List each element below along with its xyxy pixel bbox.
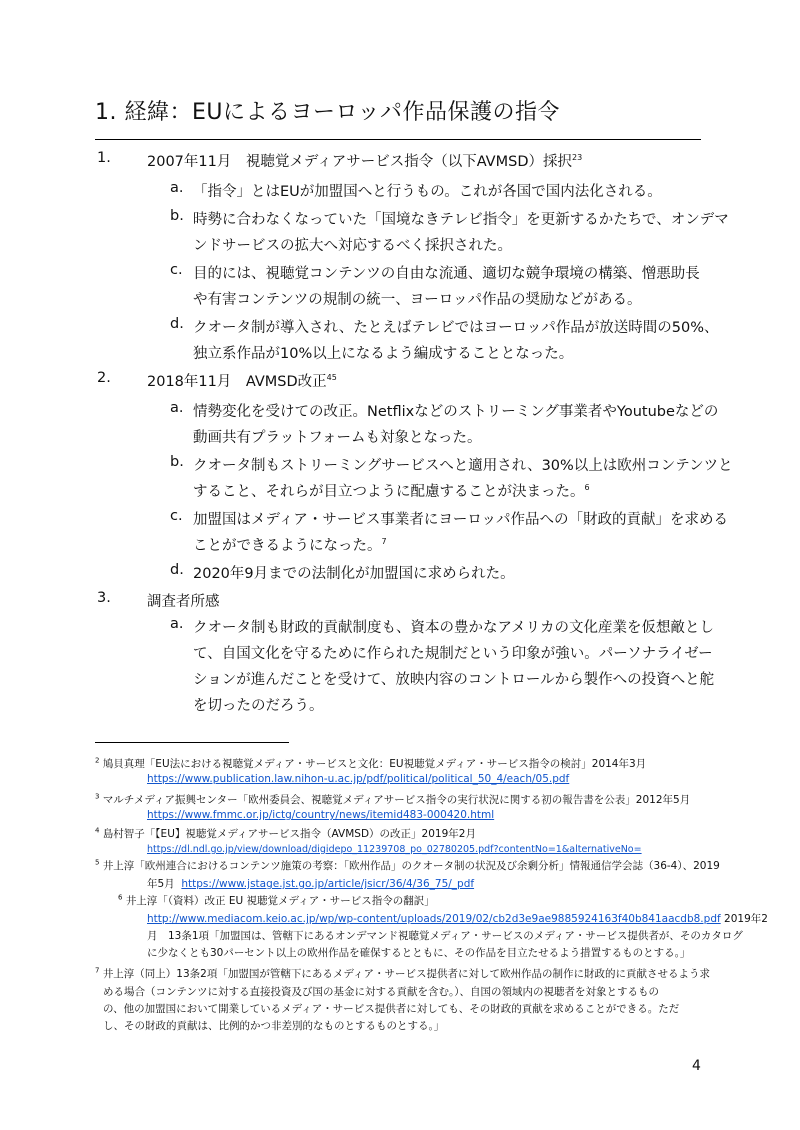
item-text: を切ったのだろう。: [193, 698, 324, 714]
title-divider: [95, 139, 701, 140]
page-number: 4: [692, 1058, 701, 1074]
item-text: クオータ制が導入され、たとえばテレビではヨーロッパ作品が放送時間の50%、: [193, 320, 719, 336]
item-text: すること、それらが目立つように配慮することが決まった。$^6$: [193, 483, 590, 500]
item-letter: d.: [170, 562, 184, 578]
item-text: ことができるようになった。$^7$: [193, 537, 387, 554]
item-letter: a.: [170, 400, 184, 416]
footnote-5: $^5$ 井上淳「欧州連合におけるコンテンツ施策の考察：「欧州作品」のクオータ制の状況及び余剰分析」情報通信学会誌（36-4）、2019: [95, 858, 720, 872]
item-letter: d.: [170, 316, 184, 332]
section-heading: 調査者所感: [147, 594, 220, 610]
footnote-link[interactable]: https://www.publication.law.nihon-u.ac.jp/pdf/political/political_50_4/each/05.pdf: [147, 773, 570, 785]
item-text: 2020年9月までの法制化が加盟国に求められた。: [193, 566, 515, 582]
item-text: 時勢に合わなくなっていた「国境なきテレビ指令」を更新するかたちで、オンデマ: [193, 212, 729, 228]
item-letter: b.: [170, 208, 184, 224]
footnote-link[interactable]: https://www.fmmc.or.jp/ictg/country/news/itemid483-000420.html: [147, 809, 495, 821]
footnote-3: $^3$ マルチメディア振興センター「欧州委員会、視聴覚メディアサービス指令の実行状況に関する初の報告書を公表」2012年5月: [95, 792, 691, 806]
section-number: 2.: [97, 370, 111, 386]
item-letter: c.: [170, 508, 183, 524]
section-heading: 2007年11月 視聴覚メディアサービス指令（以下AVMSD）採択$^{23}$: [147, 153, 583, 170]
footnote-7: $^7$ 井上淳（同上）13条2項「加盟国が管轄下にあるメディア・サービス提供者に対して欧州作品の制作に財政的に貢献させるよう求: [95, 966, 711, 980]
footnote-4: $^4$ 島村智子「【EU】視聴覚メディアサービス指令（AVMSD）の改正」2019年2月: [95, 826, 476, 840]
item-text: 独立系作品が10%以上になるよう編成することとなった。: [193, 346, 574, 362]
footnote-6: $^6$ 井上淳「（資料）改正 EU 視聴覚メディア・サービス指令の翻訳」: [118, 893, 435, 907]
item-text: 「指令」とはEUが加盟国へと行うもの。これが各国で国内法化される。: [193, 184, 662, 200]
item-text: ションが進んだことを受けて、放映内容のコントロールから製作への投資へと舵: [193, 672, 715, 688]
item-text: クオータ制も財政的貢献制度も、資本の豊かなアメリカの文化産業を仮想敵とし: [193, 620, 714, 636]
item-text: や有害コンテンツの規制の統一、ヨーロッパ作品の奨励などがある。: [193, 292, 642, 308]
section-number: 1.: [97, 150, 111, 166]
footnote-divider: [95, 742, 289, 743]
footnote-ref[interactable]: 7: [381, 537, 387, 547]
footnote-link[interactable]: https://dl.ndl.go.jp/view/download/digidepo_11239708_po_02780205.pdf?contentNo=1&alternativeNo=: [147, 844, 642, 855]
footnote-link[interactable]: http://www.mediacom.keio.ac.jp/wp/wp-content/uploads/2019/02/cb2d3e9ae9885924163f40b841aacdb8.pdf: [147, 913, 721, 925]
item-text: 加盟国はメディア・サービス事業者にヨーロッパ作品への「財政的貢献」を求める: [193, 512, 729, 528]
item-letter: a.: [170, 616, 184, 632]
footnote-ref[interactable]: 23: [571, 153, 583, 163]
item-text: 情勢変化を受けての改正。Netflixなどのストリーミング事業者やYoutubeなどの: [193, 404, 719, 420]
item-text: て、自国文化を守るために作られた規制だという印象が強い。パーソナライゼー: [193, 646, 713, 662]
footnote-link[interactable]: https://www.jstage.jst.go.jp/article/jsicr/36/4/36_75/_pdf: [181, 878, 475, 890]
item-text: ンドサービスの拡大へ対応するべく採択された。: [193, 238, 512, 254]
footnote-2: $^2$ 鳩貝真理「EU法における視聴覚メディア・サービスと文化：EU視聴覚メディア・サービス指令の検討」2014年3月: [95, 756, 647, 770]
item-letter: b.: [170, 454, 184, 470]
footnote-ref[interactable]: 45: [326, 373, 337, 383]
item-text: 目的には、視聴覚コンテンツの自由な流通、適切な競争環境の構築、憎悪助長: [193, 266, 700, 282]
page-title: 1. 経緯：EUによるヨーロッパ作品保護の指令: [95, 100, 561, 125]
item-letter: a.: [170, 180, 184, 196]
item-letter: c.: [170, 262, 183, 278]
section-number: 3.: [97, 590, 111, 606]
section-heading: 2018年11月 AVMSD改正$^{45}$: [147, 373, 337, 390]
item-text: クオータ制もストリーミングサービスへと適用され、30%以上は欧州コンテンツと: [193, 458, 733, 474]
footnote-ref[interactable]: 6: [584, 483, 590, 493]
item-text: 動画共有プラットフォームも対象となった。: [193, 430, 482, 446]
